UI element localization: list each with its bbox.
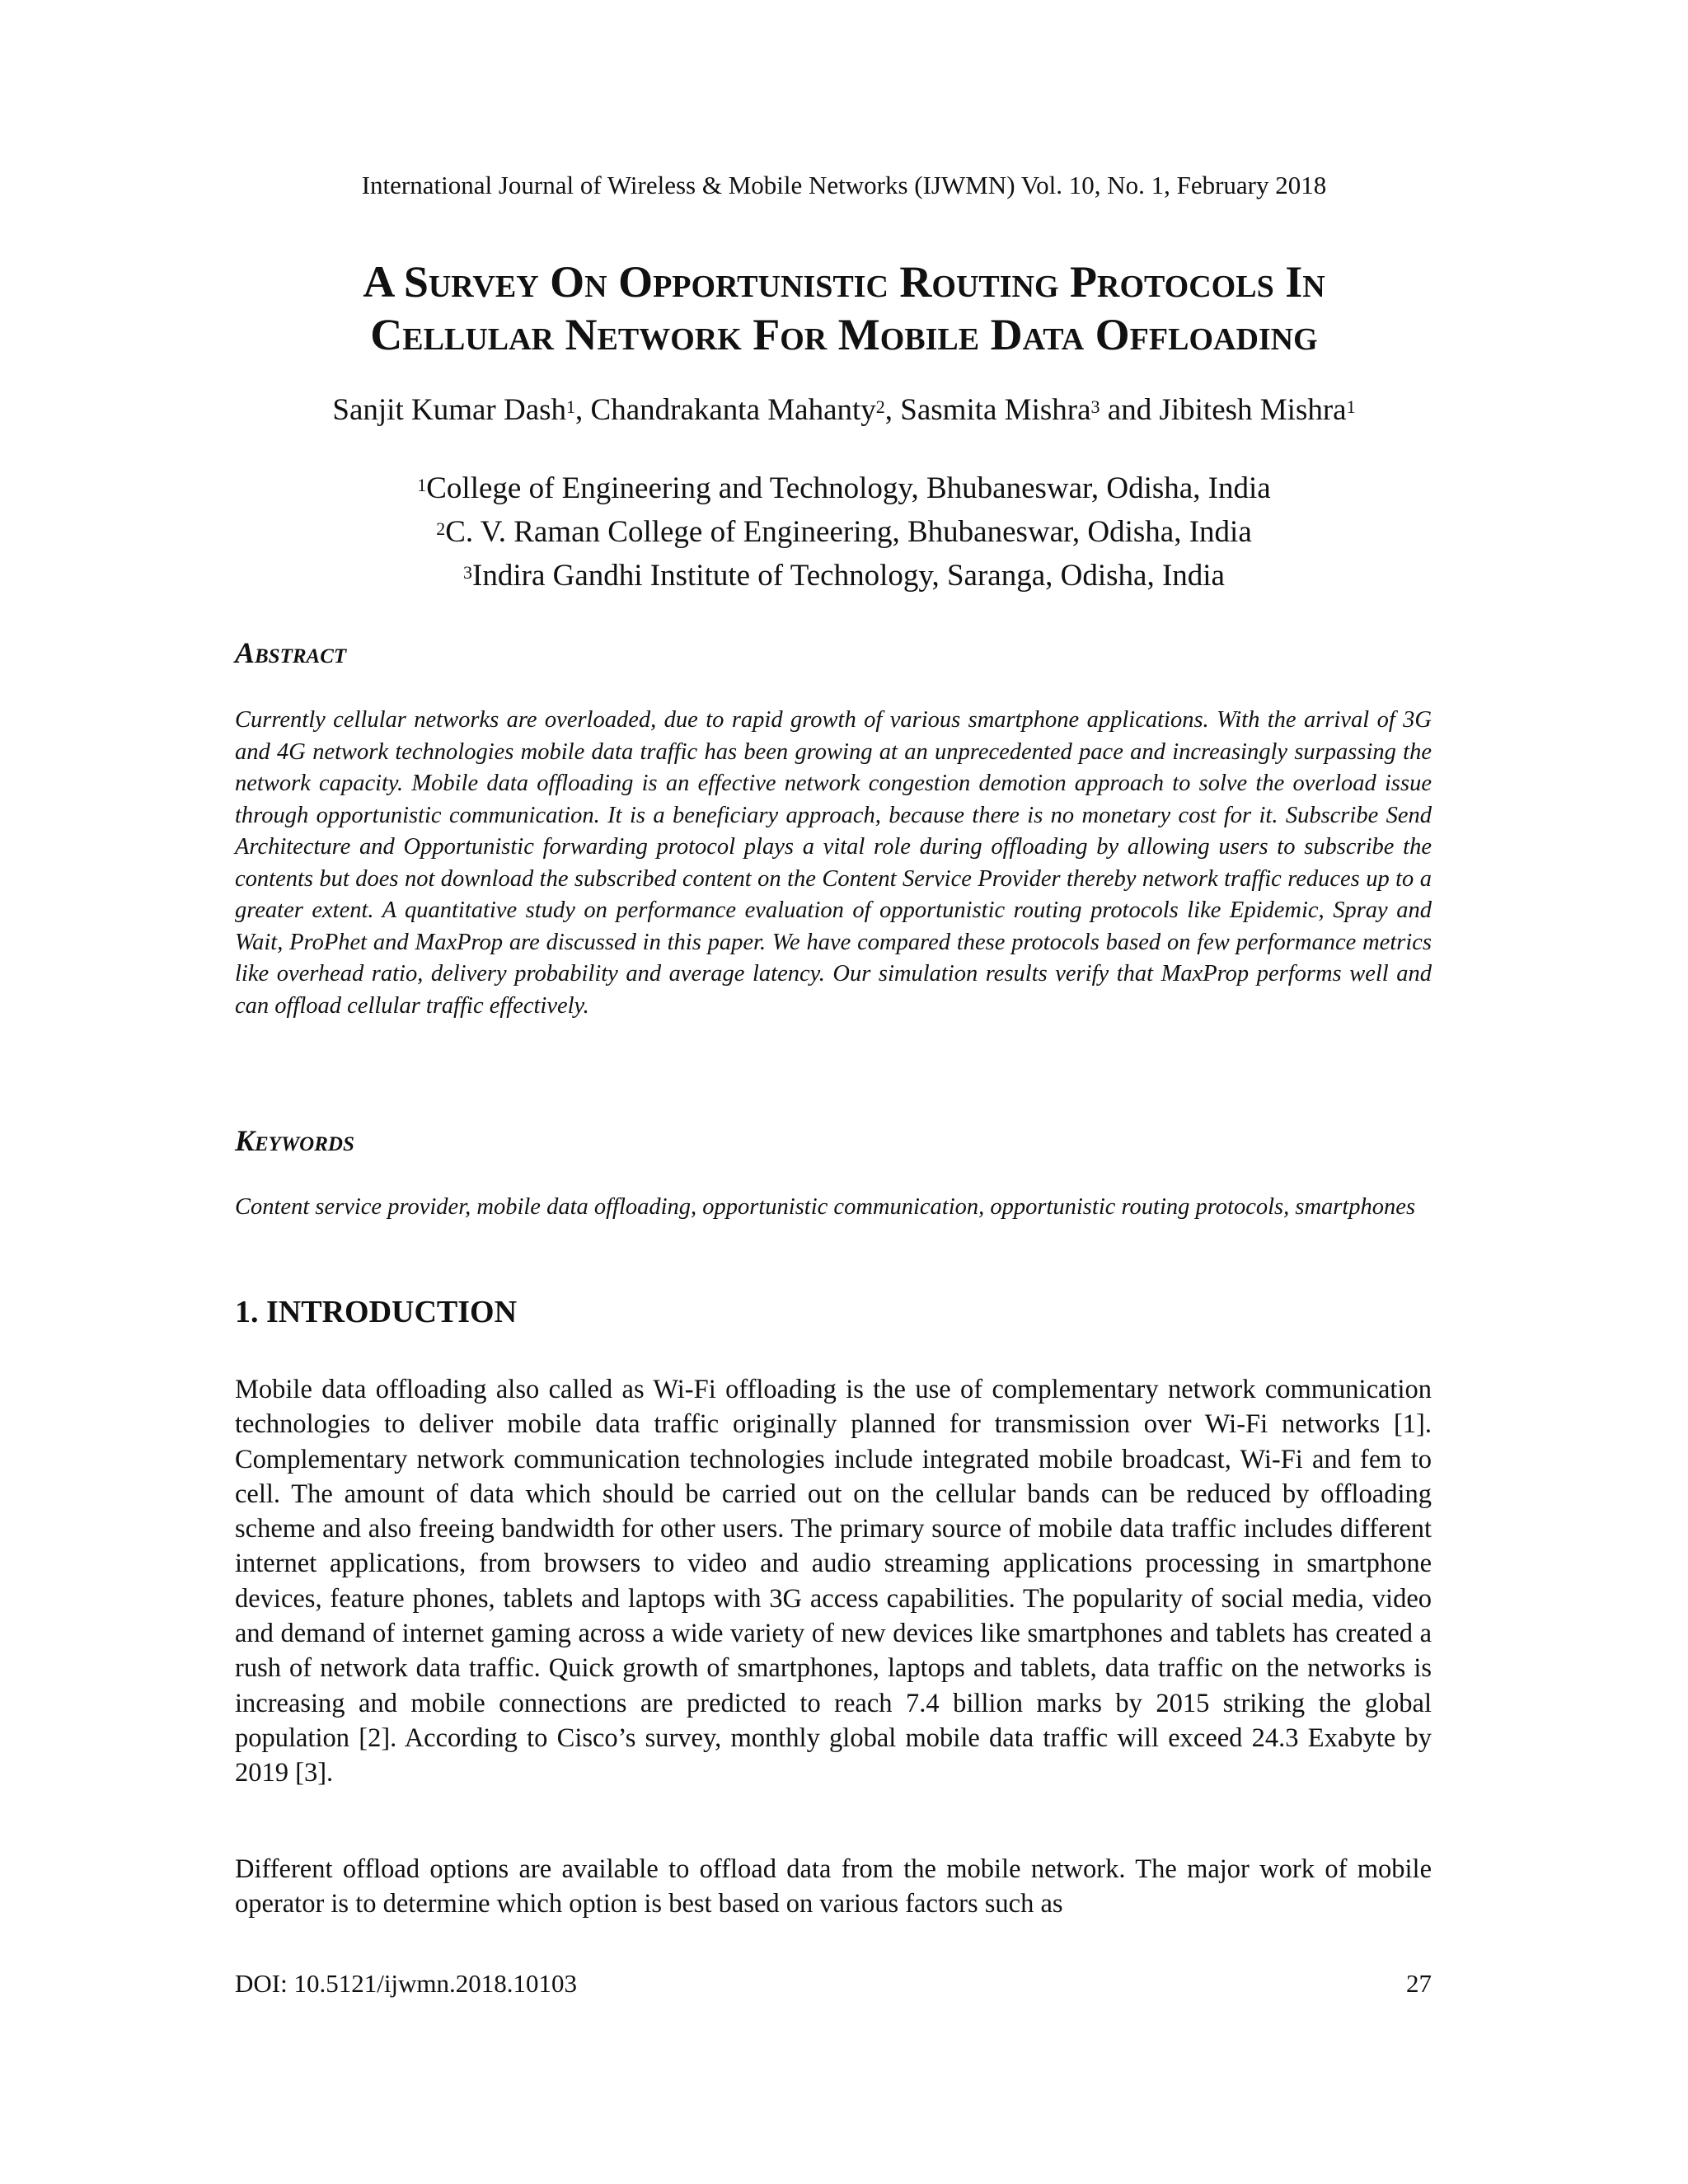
affiliation-text: College of Engineering and Technology, Bhubaneswar, Odisha, India [426, 471, 1271, 505]
section-heading-introduction: 1. INTRODUCTION [235, 1295, 518, 1329]
keywords-heading: Keywords [235, 1124, 354, 1157]
author-affil-mark: 3 [1090, 396, 1100, 417]
author-name: Jibitesh Mishra [1159, 393, 1347, 427]
page-number: 27 [1406, 1969, 1432, 1998]
author-separator: , [575, 393, 591, 427]
affiliation-mark: 3 [463, 562, 473, 583]
affiliation-line [0, 466, 1688, 510]
author-affil-mark: 1 [566, 396, 576, 417]
affiliation-mark: 1 [417, 475, 427, 495]
author-affil-mark: 2 [875, 396, 885, 417]
keywords-body: Content service provider, mobile data offloading, opportunistic communication, opportunistic routing protocols, smartphones [235, 1194, 1416, 1220]
abstract-heading: Abstract [235, 636, 347, 669]
affiliation-text: C. V. Raman College of Engineering, Bhubaneswar, Odisha, India [445, 515, 1252, 549]
author-name: Sanjit Kumar Dash [332, 393, 567, 427]
author-separator: , [884, 393, 901, 427]
author-list [0, 391, 1688, 429]
author-name: Chandrakanta Mahanty [590, 393, 876, 427]
affiliation-line [0, 510, 1688, 554]
doi-text: DOI: 10.5121/ijwmn.2018.10103 [235, 1969, 578, 1998]
paper-title [0, 255, 1688, 361]
intro-paragraph-2: Different offload options are available to offload data from the mobile network. The major work of mobile operator is to determine which option is best based on various factors such as [235, 1854, 1432, 1919]
author-affil-mark: 1 [1346, 396, 1356, 417]
affiliation-mark: 2 [436, 518, 446, 539]
abstract-body: Currently cellular networks are overloaded, due to rapid growth of various smartphone applications. With the arrival of 3G and 4G network technologies mobile data traffic has been growing at an unprecedented pace and increasingly surpassing the network capacity. Mobile data offloading is an effective network congestion demotion approach to solve the overload issue through opportunistic communication. It is a beneficiary approach, because there is no monetary cost for it. Subscribe Send Architecture and Opportunistic forwarding protocol plays a vital role during offloading by allowing users to subscribe the contents but does not download the subscribed content on the Content Service Provider thereby network traffic reduces up to a greater extent. A quantitative study on performance evaluation of opportunistic routing protocols like Epidemic, Spray and Wait, ProPhet and MaxProp are discussed in this paper. We have compared these protocols based on few performance metrics like overhead ratio, delivery probability and average latency. Our simulation results verify that MaxProp performs well and can offload cellular traffic effectively. [235, 707, 1432, 1019]
journal-header: International Journal of Wireless & Mobile Networks (IJWMN) Vol. 10, No. 1, February 2018 [361, 171, 1327, 199]
intro-paragraph-1: Mobile data offloading also called as Wi-Fi offloading is the use of complementary network communication technologies to deliver mobile data traffic originally planned for transmission over Wi-Fi networks [1]. Complementary network communication technologies include integrated mobile broadcast, Wi-Fi and fem to cell. The amount of data which should be carried out on the cellular bands can be reduced by offloading scheme and also freeing bandwidth for other users. The primary source of mobile data traffic includes different internet applications, from browsers to video and audio streaming applications processing in smartphone devices, feature phones, tablets and laptops with 3G access capabilities. The popularity of social media, video and demand of internet gaming across a wide variety of new devices like smartphones and tablets has created a rush of network data traffic. Quick growth of smartphones, laptops and tablets, data traffic on the networks is increasing and mobile connections are predicted to reach 7.4 billion marks by 2015 striking the global population [2]. According to Cisco’s survey, monthly global mobile data traffic will exceed 24.3 Exabyte by 2019 [3]. [235, 1375, 1432, 1788]
author-name: Sasmita Mishra [900, 393, 1091, 427]
affiliations [0, 466, 1688, 598]
title-line-2: Cellular Network For Mobile Data Offloading [370, 310, 1318, 359]
author-separator: and [1100, 393, 1160, 427]
affiliation-line [0, 554, 1688, 598]
title-line-1: A Survey On Opportunistic Routing Protocols In [363, 257, 1325, 307]
affiliation-text: Indira Gandhi Institute of Technology, Saranga, Odisha, India [472, 559, 1225, 593]
